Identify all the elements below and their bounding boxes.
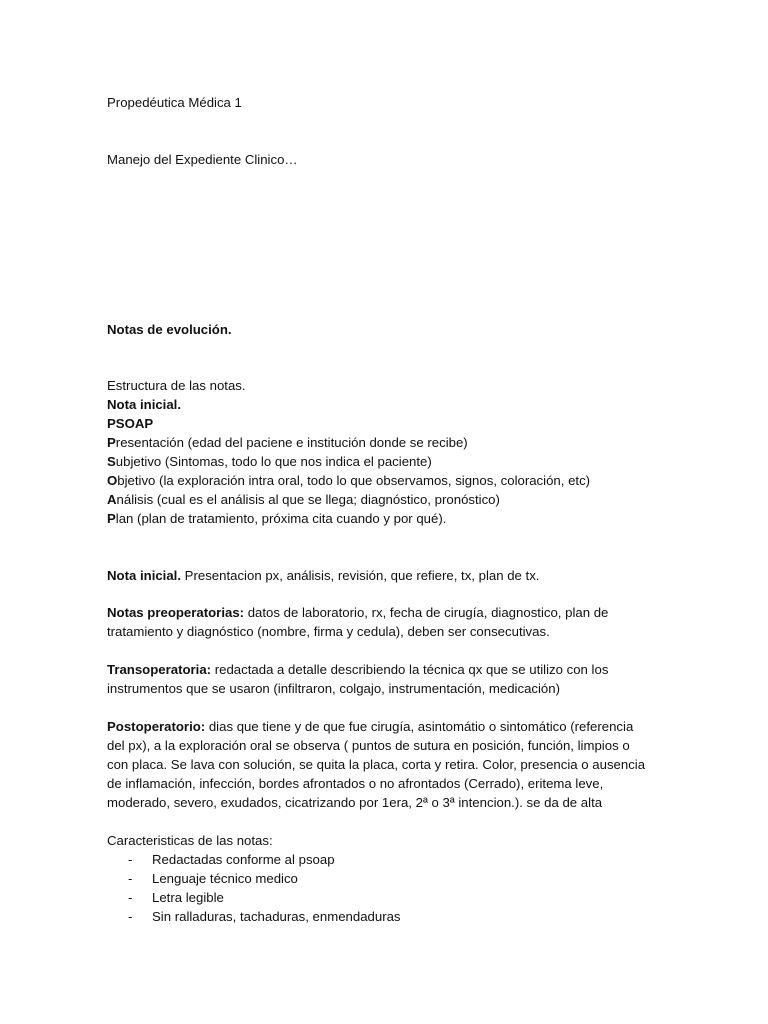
psoap-initial: A xyxy=(107,492,117,507)
note-label: Postoperatorio: xyxy=(107,719,206,734)
note-postoperatorio xyxy=(107,717,633,736)
bullet-marker: - xyxy=(128,890,133,905)
note-text-line: tratamiento y diagnóstico (nombre, firma y cedula), deben ser consecutivas. xyxy=(107,624,550,639)
note-inicial xyxy=(107,566,539,585)
note-text-line: instrumentos que se usaron (infiltraron, colgajo, instrumentación, medicación) xyxy=(107,681,560,696)
psoap-initial: P xyxy=(107,435,116,450)
note-text: Presentacion px, análisis, revisión, que refiere, tx, plan de tx. xyxy=(181,568,540,583)
structure-nota-inicial: Nota inicial. xyxy=(107,397,182,412)
note-text-line: de inflamación, infección, bordes afrontados o no afrontados (Cerrado), eritema leve, xyxy=(107,776,604,791)
psoap-initial: S xyxy=(107,454,116,469)
psoap-item xyxy=(107,433,468,452)
psoap-item xyxy=(107,452,432,471)
topic-title: Manejo del Expediente Clinico… xyxy=(107,152,298,167)
characteristic-item: Lenguaje técnico medico xyxy=(152,871,298,886)
characteristic-item: Sin ralladuras, tachaduras, enmendaduras xyxy=(152,909,401,924)
note-label: Nota inicial. xyxy=(107,568,182,583)
psoap-item xyxy=(107,471,590,490)
psoap-text: lan (plan de tratamiento, próxima cita cuando y por qué). xyxy=(115,511,447,526)
note-text: datos de laboratorio, rx, fecha de cirugía, diagnostico, plan de xyxy=(244,605,609,620)
psoap-text: resentación (edad del paciene e institución donde se recibe) xyxy=(115,435,468,450)
note-text: redactada a detalle describiendo la técnica qx que se utilizo con los xyxy=(211,662,609,677)
bullet-marker: - xyxy=(128,909,133,924)
psoap-initial: P xyxy=(107,511,116,526)
note-text-line: con placa. Se lava con solución, se quita la placa, corta y retira. Color, presencia o ausencia xyxy=(107,757,646,772)
section-title: Notas de evolución. xyxy=(107,322,232,337)
psoap-text: bjetivo (la exploración intra oral, todo lo que observamos, signos, coloración, etc) xyxy=(117,473,591,488)
bullet-marker: - xyxy=(128,871,133,886)
structure-psoap: PSOAP xyxy=(107,416,154,431)
note-label: Notas preoperatorias: xyxy=(107,605,245,620)
note-text: dias que tiene y de que fue cirugía, asintomátio o sintomático (referencia xyxy=(205,719,634,734)
bullet-marker: - xyxy=(128,852,133,867)
psoap-text: ubjetivo (Sintomas, todo lo que nos indica el paciente) xyxy=(115,454,432,469)
psoap-item xyxy=(107,509,446,528)
psoap-initial: O xyxy=(107,473,118,488)
characteristic-item: Letra legible xyxy=(152,890,224,905)
course-title: Propedéutica Médica 1 xyxy=(107,95,242,110)
note-transoperatoria xyxy=(107,660,608,679)
structure-intro: Estructura de las notas. xyxy=(107,378,246,393)
psoap-text: nálisis (cual es el análisis al que se llega; diagnóstico, pronóstico) xyxy=(116,492,500,507)
psoap-item xyxy=(107,490,500,509)
note-text-line: moderado, severo, exudados, cicatrizando por 1era, 2ª o 3ª intencion.). se da de alta xyxy=(107,795,603,810)
note-label: Transoperatoria: xyxy=(107,662,212,677)
note-preoperatorias xyxy=(107,603,608,622)
note-text-line: del px), a la exploración oral se observa ( puntos de sutura en posición, función, limpios o xyxy=(107,738,630,753)
characteristics-title: Caracteristicas de las notas: xyxy=(107,833,273,848)
characteristic-item: Redactadas conforme al psoap xyxy=(152,852,335,867)
